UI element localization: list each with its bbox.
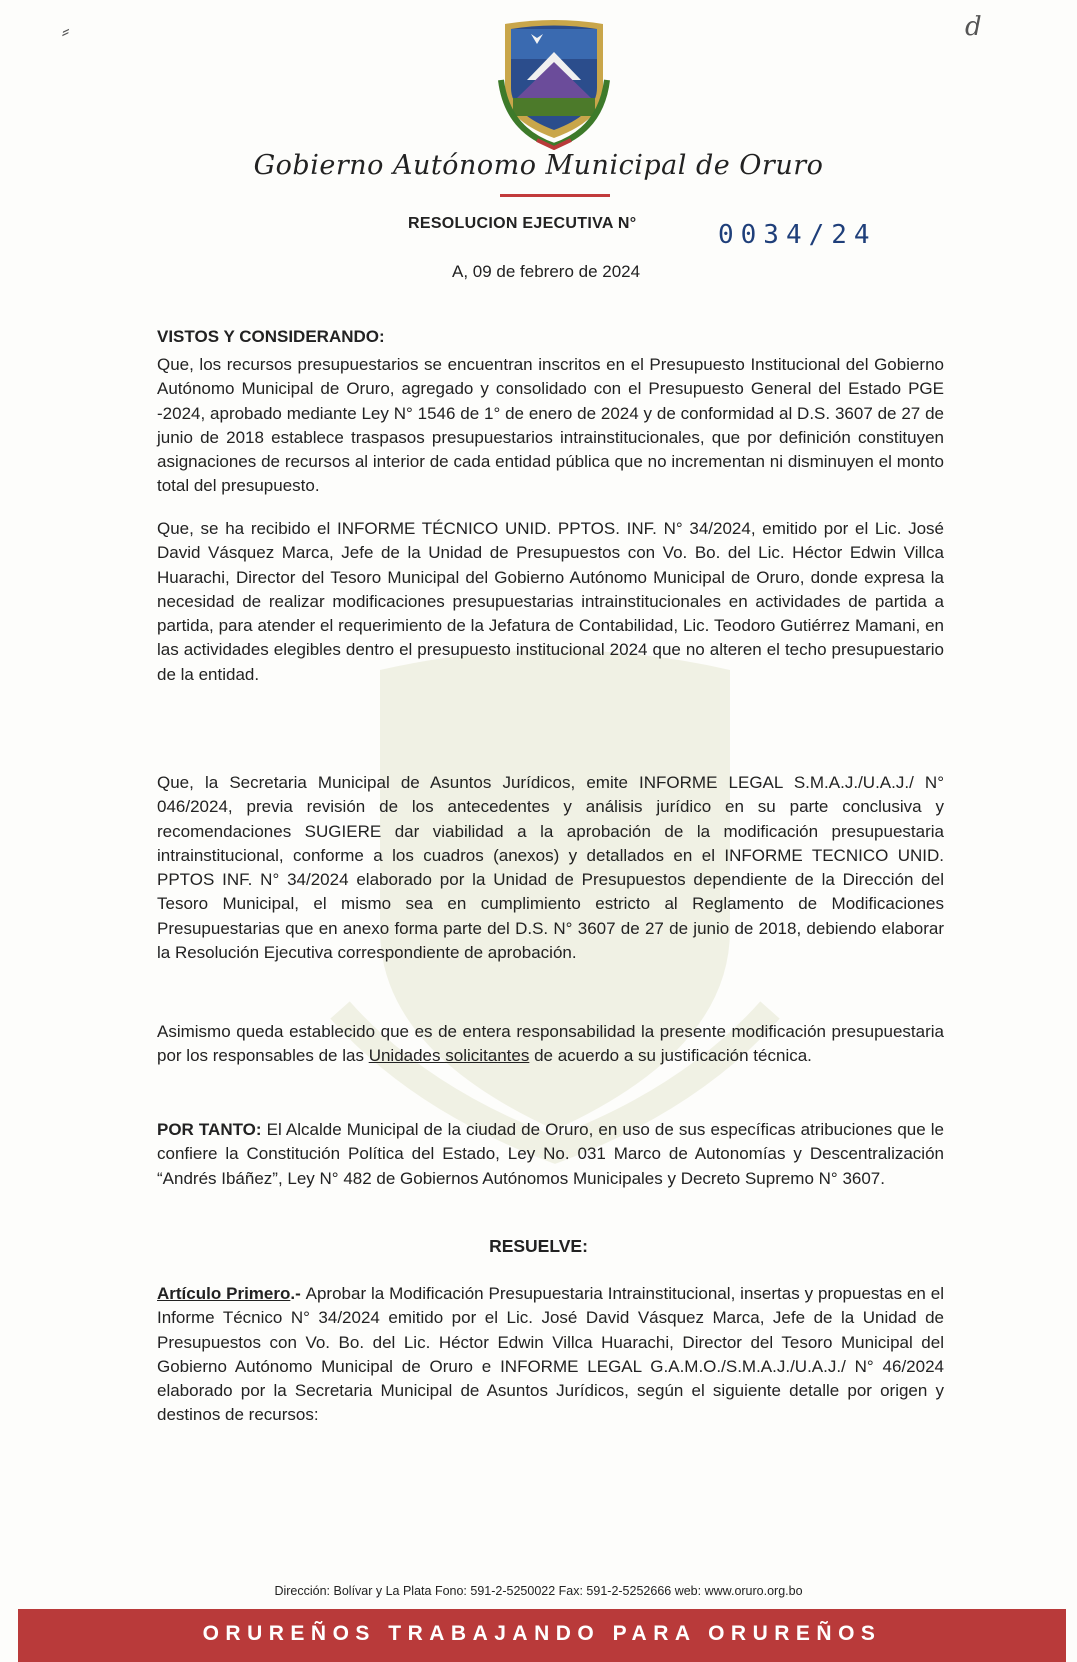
article-text: Aprobar la Modificación Presupuestaria Intrainstitucional, insertas y propuestas en el Informe Técnico N° 34/2024 emitido por el Lic. José David Vásquez Marca, Jefe de la Unidad de Presupuestos con Vo. Bo. del Lic. Héctor Edwin Villca Huarachi, Director del Tesoro Municipal del Gobierno Autónomo Municipal de Oruro e INFORME LEGAL G.A.M.O./S.M.A.J./U.A.J./ N° 46/2024 elaborado por la Secretaria Municipal de Asuntos Jurídicos, según el siguiente detalle por origen y destinos de recursos:	[157, 1284, 944, 1425]
paragraph-considerando-2: Que, se ha recibido el INFORME TÉCNICO UNID. PPTOS. INF. N° 34/2024, emitido por el Lic. José David Vásquez Marca, Jefe de la Unidad de Presupuestos con Vo. Bo. del Lic. Héctor Edwin Villca Huarachi, Director del Tesoro Municipal del Gobierno Autónomo Municipal de Oruro, donde expresa la necesidad de realizar modificaciones presupuestarias intrainstitucionales en actividades de partida a partida, para atender el requerimiento de la Jefatura de Contabilidad, Lic. Teodoro Gutiérrez Mamani, en las actividades elegibles dentro el presupuesto institucional 2024 que no alteren el techo presupuestario de la entidad.	[157, 519, 944, 684]
paragraph-responsabilidad	[157, 1020, 944, 1069]
paragraph-considerando-3: Que, la Secretaria Municipal de Asuntos Jurídicos, emite INFORME LEGAL S.M.A.J./U.A.J./ N° 046/2024, previa revisión de los antecedentes y análisis jurídico en su parte conclusiva y recomendaciones SUGIERE dar viabilidad a la aprobación de la modificación presupuestaria intrainstitucional, conforme a los cuadros (anexos) y detallados en el INFORME TECNICO UNID. PPTOS INF. N° 34/2024 elaborado por la Unidad de Presupuestos dependiente de la Dirección del Tesoro Municipal, el mismo sea en cumplimiento estricto al Reglamento de Modificaciones Presupuestarias que en anexo forma parte del D.S. N° 3607 de 27 de junio de 2018, debiendo elaborar la Resolución Ejecutiva correspondiente de aprobación.	[157, 773, 944, 963]
section-heading: VISTOS Y CONSIDERANDO:	[157, 327, 385, 346]
article-first	[157, 1282, 944, 1428]
paragraph-text: El Alcalde Municipal de la ciudad de Oruro, en uso de sus específicas atribuciones que le confiere la Constitución Política del Estado, Ley No. 031 Marco de Autonomías y Descentralización “Andrés Ibáñez”, Ley N° 482 de Gobiernos Autónomos Municipales y Decreto Supremo N° 3607.	[157, 1120, 945, 1188]
organization-name: Gobierno Autónomo Municipal de Oruro	[253, 150, 824, 181]
handwritten-mark-left: ⸗	[62, 19, 70, 44]
footer-contact-info: Dirección: Bolívar y La Plata Fono: 591-2-5250022 Fax: 591-2-5252666 web: www.oruro.org.bo	[274, 1584, 803, 1598]
article-label: Artículo Primero	[157, 1284, 291, 1303]
resolution-number-stamp: 0034/24	[718, 220, 877, 250]
paragraph-text: Asimismo queda establecido que es de entera responsabilidad la presente modificación presupuestaria por los responsables de las	[157, 1022, 944, 1066]
resuelve-heading: RESUELVE:	[489, 1236, 588, 1256]
footer-band	[18, 1609, 1066, 1662]
resolution-date: A, 09 de febrero de 2024	[452, 262, 641, 281]
por-tanto-label: POR TANTO:	[157, 1120, 262, 1139]
article-separator: .-	[290, 1284, 306, 1303]
paragraph-considerando-1: Que, los recursos presupuestarios se encuentran inscritos en el Presupuesto Institucional del Gobierno Autónomo Municipal de Oruro, agregado y consolidado con el Presupuesto General del Estado PGE -2024, aprobado mediante Ley N° 1546 de 1° de enero de 2024 y de conformidad al D.S. 3607 de 27 de junio de 2018 establece traspasos presupuestarios intrainstitucionales, que por definición constituyen asignaciones de recursos al interior de cada entidad pública que no incrementan ni disminuyen el monto total del presupuesto.	[157, 355, 944, 496]
paragraph-por-tanto	[157, 1118, 944, 1191]
footer-slogan: ORUREÑOS TRABAJANDO PARA ORUREÑOS	[202, 1622, 882, 1645]
municipal-crest-icon	[497, 20, 611, 150]
underlined-text: Unidades solicitantes	[368, 1046, 530, 1066]
handwritten-mark-right: d	[965, 12, 982, 42]
title-underline	[500, 194, 610, 197]
resolution-title: RESOLUCION EJECUTIVA N°	[408, 215, 637, 232]
paragraph-text: de acuerdo a su justificación técnica.	[529, 1046, 812, 1066]
